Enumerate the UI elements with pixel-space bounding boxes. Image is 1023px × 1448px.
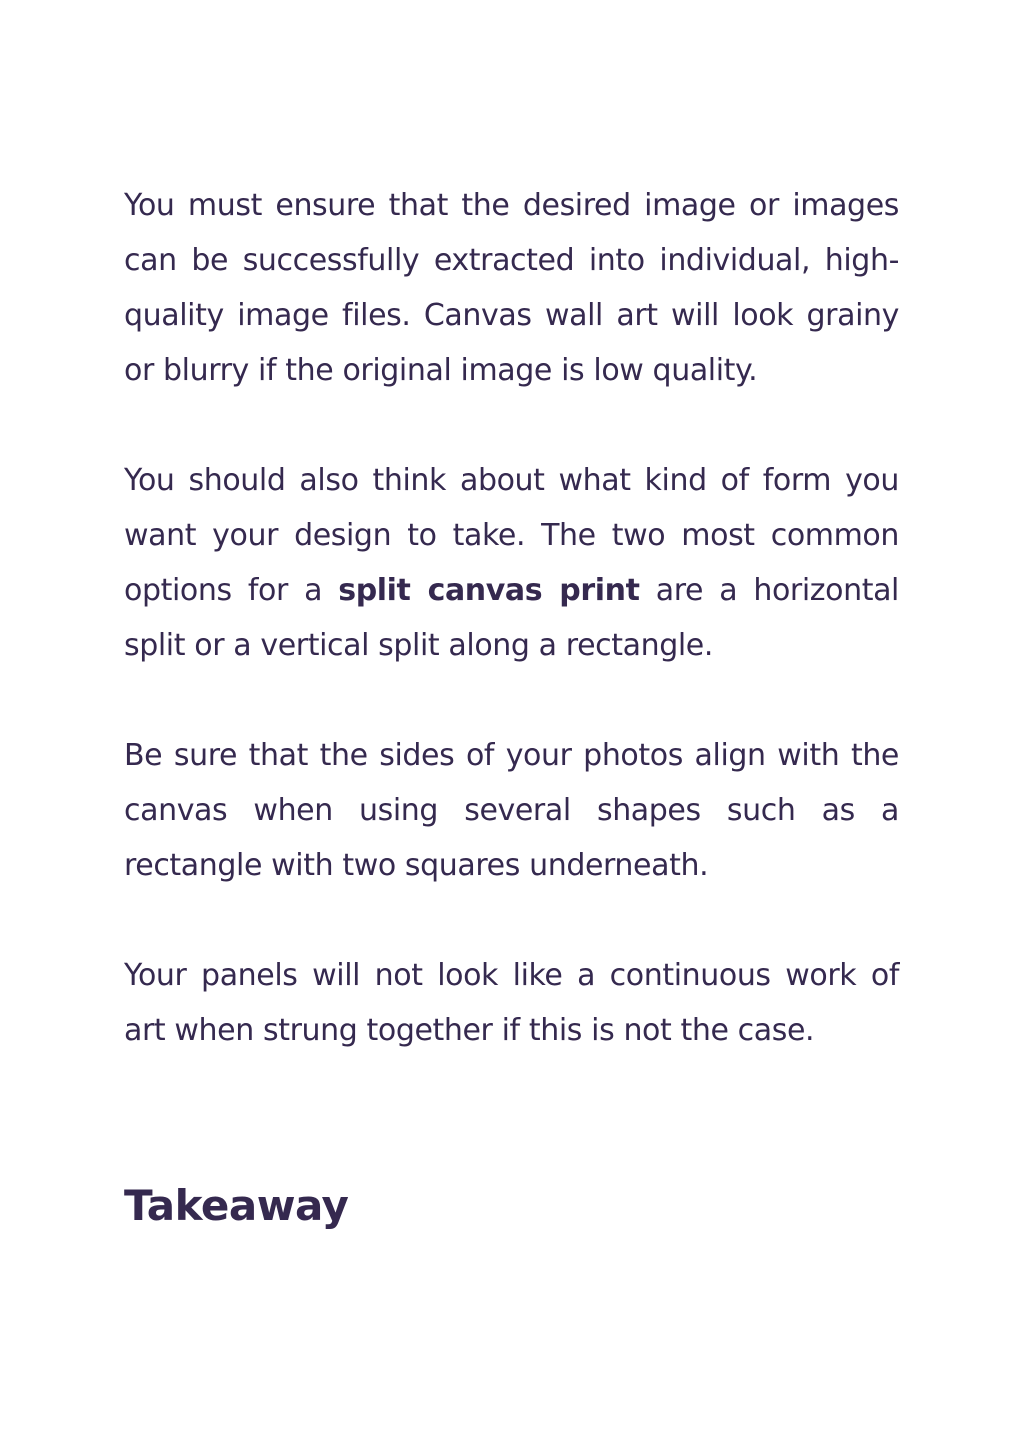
document-body [124, 178, 899, 1058]
split-canvas-print-emphasis: split canvas print [338, 573, 640, 608]
paragraph-design-form [124, 453, 899, 673]
paragraph-design-form-text-before: You should also think about what kind of form you want your design to take. The two most common options for a [124, 463, 899, 608]
paragraph-continuous-art: Your panels will not look like a continuous work of art when strung together if this is not the case. [124, 958, 899, 1048]
paragraph-image-quality: You must ensure that the desired image or images can be successfully extracted into individual, high-quality image files. Canvas wall art will look grainy or blurry if the original image is low quality. [124, 188, 899, 388]
paragraph-photo-alignment: Be sure that the sides of your photos align with the canvas when using several shapes such as a rectangle with two squares underneath. [124, 738, 899, 883]
section-heading-takeaway: Takeaway [124, 1181, 349, 1230]
paragraph-design-form-text-after: are a horizontal split or a vertical split along a rectangle. [124, 573, 899, 663]
